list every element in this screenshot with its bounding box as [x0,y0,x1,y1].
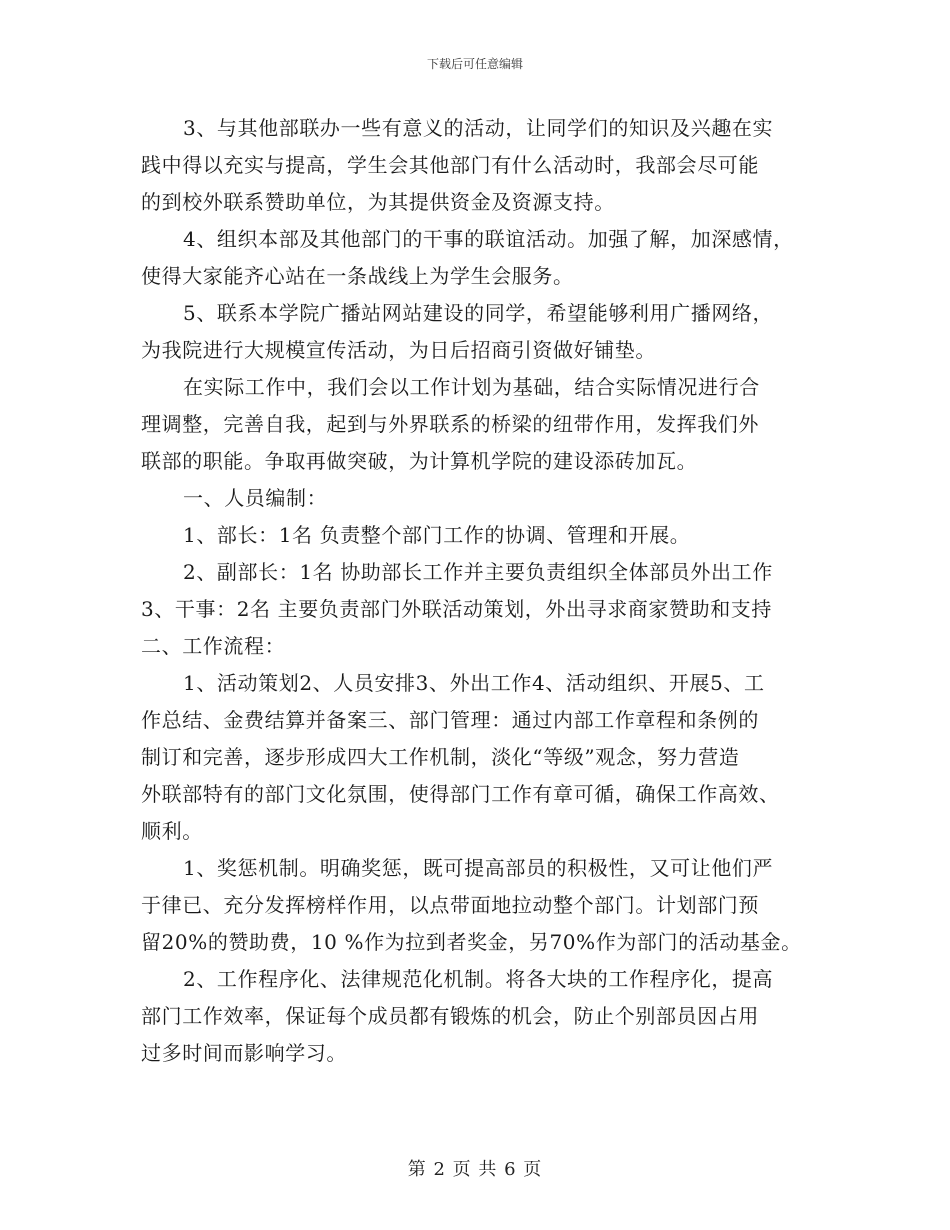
text-line: 1、部长：1名 负责整个部门工作的协调、管理和开展。 [183,523,691,547]
text-line: 于律已、充分发挥榜样作用，以点带面地拉动整个部门。计划部门预 [141,893,759,917]
text-line: 顺利。 [141,819,203,843]
text-line: 5、联系本学院广播站网站建设的同学，希望能够利用广播网络， [183,301,774,325]
text-line: 一、人员编制： [183,486,328,510]
text-line: 1、奖惩机制。明确奖惩，既可提高部员的积极性，又可让他们严 [183,856,774,880]
text-line: 使得大家能齐心站在一条战线上为学生会服务。 [141,264,574,288]
text-line: 1、活动策划2、人员安排3、外出工作4、活动组织、开展5、工 [183,671,765,695]
text-line: 作总结、金费结算并备案三、部门管理：通过内部工作章程和条例的 [141,708,759,732]
text-line: 3、干事：2名 主要负责部门外联活动策划，外出寻求商家赞助和支持 [141,597,773,621]
text-line: 部门工作效率，保证每个成员都有锻炼的机会，防止个别部员因占用 [141,1004,759,1028]
text-line: 外联部特有的部门文化氛围，使得部门工作有章可循，确保工作高效、 [141,782,780,806]
text-line: 二、工作流程： [141,634,286,658]
text-line: 2、工作程序化、法律规范化机制。将各大块的工作程序化，提高 [183,967,774,991]
text-line: 理调整，完善自我，起到与外界联系的桥梁的纽带作用，发挥我们外 [141,412,759,436]
text-line: 为我院进行大规模宣传活动，为日后招商引资做好铺垫。 [141,338,656,362]
text-line: 2、副部长：1名 协助部长工作并主要负责组织全体部员外出工作 [183,560,773,584]
text-line: 联部的职能。争取再做突破，为计算机学院的建设添砖加瓦。 [141,449,698,473]
text-line: 在实际工作中，我们会以工作计划为基础，结合实际情况进行合 [183,375,760,399]
text-line: 3、与其他部联办一些有意义的活动，让同学们的知识及兴趣在实 [183,116,774,140]
text-line: 过多时间而影响学习。 [141,1041,347,1065]
text-line: 制订和完善，逐步形成四大工作机制，淡化“等级”观念，努力营造 [141,745,740,769]
page-footer: 第 2 页 共 6 页 [407,1159,543,1180]
text-line: 4、组织本部及其他部门的干事的联谊活动。加强了解，加深感情， [183,227,794,251]
text-line: 践中得以充实与提高，学生会其他部门有什么活动时，我部会尽可能 [141,153,759,177]
page-header: 下载后可任意编辑 [426,57,523,71]
document-body [141,110,821,1072]
text-line: 留20%的赞助费，10 %作为拉到者奖金，另70%作为部门的活动基金。 [141,930,802,954]
text-line: 的到校外联系赞助单位，为其提供资金及资源支持。 [141,190,615,214]
